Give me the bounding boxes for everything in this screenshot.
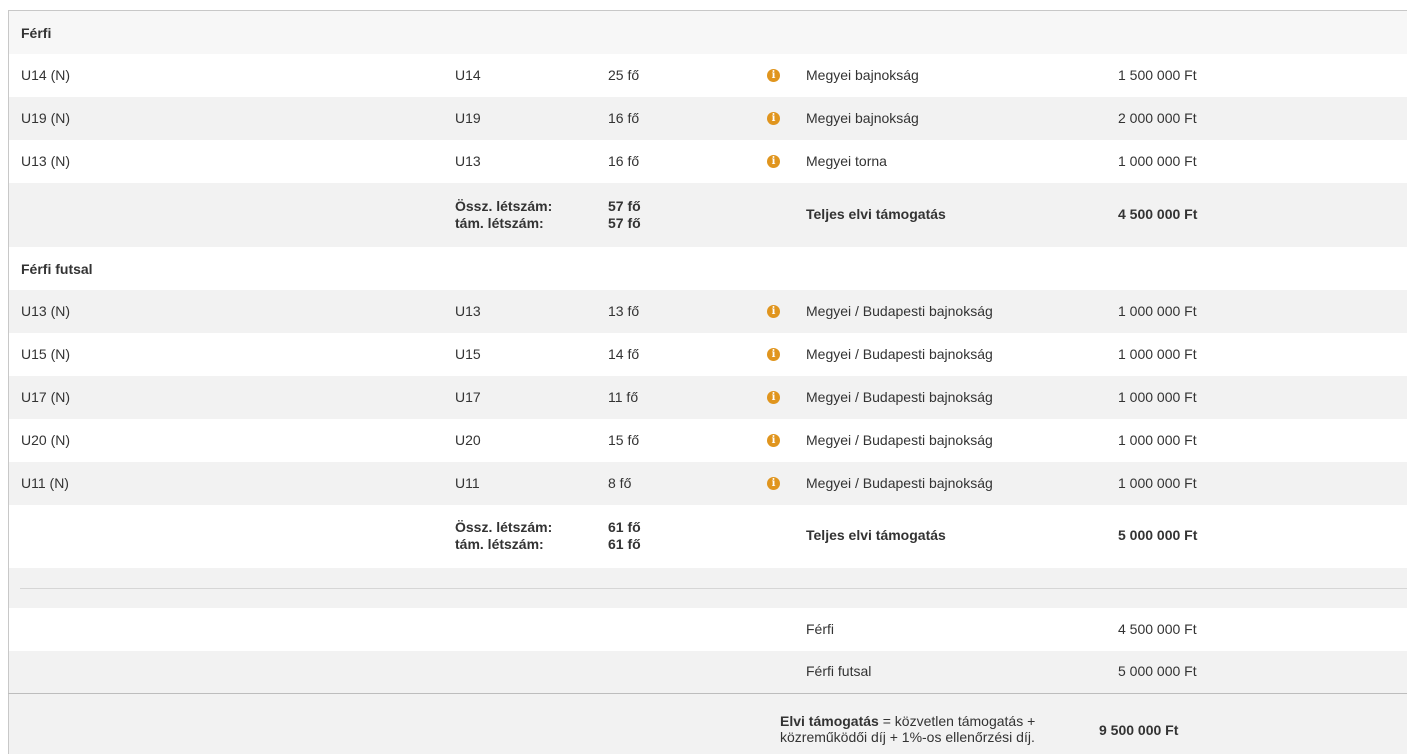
category-amount: 5 000 000 Ft xyxy=(1118,663,1197,679)
formula-text-1: = közvetlen támogatás + xyxy=(878,713,1036,729)
competition-level: Megyei bajnokság xyxy=(806,67,919,83)
group-header-ferfi xyxy=(9,11,1407,54)
competition-level: Megyei / Budapesti bajnokság xyxy=(806,389,993,405)
team-name: U17 (N) xyxy=(21,389,71,405)
formula-label: Elvi támogatás xyxy=(780,713,879,729)
age-group: U19 xyxy=(455,110,481,126)
age-group: U17 xyxy=(455,389,481,405)
team-name: U19 (N) xyxy=(21,110,71,126)
info-icon[interactable]: i xyxy=(767,391,780,404)
info-icon[interactable]: i xyxy=(767,477,780,490)
competition-level: Megyei torna xyxy=(806,153,887,169)
divider xyxy=(20,588,1407,589)
table-row xyxy=(9,462,1407,505)
category-label: Férfi futsal xyxy=(806,663,872,679)
team-name: U14 (N) xyxy=(21,67,71,83)
age-group: U13 xyxy=(455,303,481,319)
grand-total-row xyxy=(9,694,1407,754)
table-row xyxy=(9,376,1407,419)
group-summary xyxy=(9,505,1407,568)
table-row xyxy=(9,97,1407,140)
support-amount: 1 000 000 Ft xyxy=(1118,432,1197,448)
table-row xyxy=(9,419,1407,462)
team-name: U13 (N) xyxy=(21,153,71,169)
team-name: U11 (N) xyxy=(21,475,69,491)
info-icon[interactable]: i xyxy=(767,305,780,318)
player-count: 15 fő xyxy=(608,432,640,448)
team-name: U13 (N) xyxy=(21,303,71,319)
support-amount: 1 000 000 Ft xyxy=(1118,389,1197,405)
competition-level: Megyei / Budapesti bajnokság xyxy=(806,346,993,362)
total-headcount-value: 61 fő xyxy=(608,519,641,535)
total-support-label: Teljes elvi támogatás xyxy=(806,527,946,543)
category-label: Férfi xyxy=(806,621,834,637)
competition-level: Megyei / Budapesti bajnokság xyxy=(806,475,993,491)
player-count: 14 fő xyxy=(608,346,640,362)
total-headcount-label: Össz. létszám: xyxy=(455,519,553,535)
supported-headcount-value: 57 fő xyxy=(608,215,641,231)
total-headcount-label: Össz. létszám: xyxy=(455,198,553,214)
group-summary xyxy=(9,183,1407,247)
total-headcount-value: 57 fő xyxy=(608,198,641,214)
age-group: U14 xyxy=(455,67,481,83)
group-header-ferfi-futsal xyxy=(9,247,1407,290)
age-group: U15 xyxy=(455,346,481,362)
team-name: U15 (N) xyxy=(21,346,71,362)
info-icon[interactable]: i xyxy=(767,434,780,447)
info-icon[interactable]: i xyxy=(767,348,780,361)
info-icon[interactable]: i xyxy=(767,69,780,82)
category-total-row xyxy=(9,608,1407,651)
table-row xyxy=(9,140,1407,183)
group-title: Férfi futsal xyxy=(21,261,93,277)
total-support-value: 5 000 000 Ft xyxy=(1118,527,1198,543)
total-support-value: 4 500 000 Ft xyxy=(1118,206,1198,222)
competition-level: Megyei / Budapesti bajnokság xyxy=(806,432,993,448)
team-name: U20 (N) xyxy=(21,432,71,448)
support-amount: 1 000 000 Ft xyxy=(1118,303,1197,319)
info-icon[interactable]: i xyxy=(767,155,780,168)
info-icon[interactable]: i xyxy=(767,112,780,125)
support-amount: 1 000 000 Ft xyxy=(1118,346,1197,362)
age-group: U13 xyxy=(455,153,481,169)
category-total-row xyxy=(9,651,1407,693)
player-count: 25 fő xyxy=(608,67,640,83)
supported-headcount-value: 61 fő xyxy=(608,536,641,552)
competition-level: Megyei bajnokság xyxy=(806,110,919,126)
age-group: U11 xyxy=(455,475,480,491)
player-count: 11 fő xyxy=(608,389,639,405)
grand-total-value: 9 500 000 Ft xyxy=(1099,722,1179,738)
support-amount: 1 500 000 Ft xyxy=(1118,67,1197,83)
support-amount: 1 000 000 Ft xyxy=(1118,153,1197,169)
support-amount: 1 000 000 Ft xyxy=(1118,475,1197,491)
player-count: 13 fő xyxy=(608,303,640,319)
support-amount: 2 000 000 Ft xyxy=(1118,110,1197,126)
player-count: 16 fő xyxy=(608,153,640,169)
total-support-label: Teljes elvi támogatás xyxy=(806,206,946,222)
table-row xyxy=(9,290,1407,333)
age-group: U20 xyxy=(455,432,481,448)
competition-level: Megyei / Budapesti bajnokság xyxy=(806,303,993,319)
player-count: 8 fő xyxy=(608,475,632,491)
player-count: 16 fő xyxy=(608,110,640,126)
formula-note xyxy=(780,713,1035,745)
group-title: Férfi xyxy=(21,25,52,41)
table-row xyxy=(9,54,1407,97)
formula-text-2: közreműködői díj + 1%-os ellenőrzési díj. xyxy=(780,729,1035,745)
category-amount: 4 500 000 Ft xyxy=(1118,621,1197,637)
supported-headcount-label: tám. létszám: xyxy=(455,536,544,552)
supported-headcount-label: tám. létszám: xyxy=(455,215,544,231)
table-row xyxy=(9,333,1407,376)
